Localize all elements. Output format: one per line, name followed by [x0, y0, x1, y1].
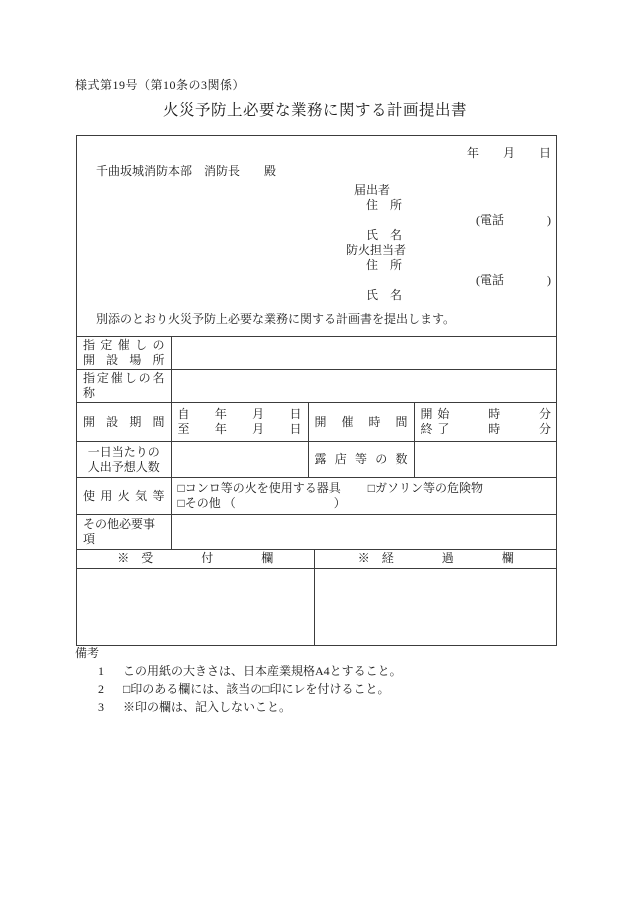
note-3-number: 3 [98, 700, 104, 714]
row-attendance [77, 442, 557, 478]
addressee-line: 千曲坂城消防本部 消防長 殿 [96, 164, 277, 178]
form-table-section [77, 336, 556, 549]
checkbox-other-close: ） [333, 496, 346, 510]
row-fire-use [77, 478, 557, 515]
fire-use-label-cell: 使用火気等 [77, 478, 171, 515]
fire-manager-name-label: 氏 名 [366, 288, 403, 302]
reception-column-header: ※ 受 付 欄 [77, 550, 314, 569]
venue-label-line2: 開設場所 [83, 353, 165, 367]
progress-column-header: ※ 経 過 欄 [314, 550, 557, 569]
attendance-label-line1: 一日当たりの [87, 444, 160, 459]
venue-value-cell [171, 337, 557, 370]
stalls-label-cell: 露店等の数 [308, 442, 414, 478]
event-name-label-cell: 指定催しの名称 [77, 370, 171, 403]
notifier-tel-close: ) [547, 213, 551, 227]
note-3-text: ※印の欄は、記入しないこと。 [123, 700, 292, 714]
form-box [76, 135, 557, 646]
checkbox-hazardous-materials: □ガソリン等の危険物 [367, 481, 483, 495]
event-time-start: 開始 時 分 [420, 407, 552, 421]
fire-manager-tel-close: ) [547, 273, 551, 287]
stalls-value-cell [414, 442, 557, 478]
event-time-label-cell: 開催時間 [308, 403, 414, 442]
attendance-label-cell [77, 442, 171, 478]
fire-manager-tel-open: (電話 [476, 273, 504, 287]
fire-use-options-line1 [178, 481, 552, 496]
event-time-end: 終了 時 分 [420, 422, 552, 436]
note-2-text: □印のある欄には、該当の□印にレを付けること。 [123, 682, 390, 696]
venue-label-line1: 指定催しの [83, 338, 165, 352]
period-to: 至 年 月 日 [177, 422, 302, 436]
notifier-name-label: 氏 名 [366, 228, 403, 242]
form-number: 様式第19号（第10条の3関係） [75, 78, 246, 92]
office-use-table [77, 550, 557, 645]
document-title: 火災予防上必要な業務に関する計画提出書 [162, 102, 467, 119]
office-use-section [77, 549, 556, 645]
progress-blank-cell [314, 569, 557, 645]
note-1-number: 1 [98, 664, 104, 678]
form-header-section [77, 136, 556, 336]
note-1-text: この用紙の大きさは、日本産業規格A4とすること。 [123, 664, 402, 678]
note-item-1 [98, 664, 557, 679]
notifier-label: 届出者 [354, 183, 391, 197]
applicant-block [77, 183, 556, 303]
notifier-tel-open: (電話 [476, 213, 504, 227]
checkbox-cooking-appliance: □コンロ等の火を使用する器具 [177, 481, 341, 495]
checkbox-other-open: □その他 （ [177, 496, 236, 510]
date-line: 年 月 日 [466, 146, 551, 160]
row-period [77, 403, 557, 442]
note-2-number: 2 [98, 682, 104, 696]
attendance-value-cell [171, 442, 308, 478]
note-item-2 [98, 682, 557, 697]
venue-label-cell [77, 337, 171, 370]
reception-blank-cell [77, 569, 314, 645]
other-items-label-cell: その他必要事項 [77, 515, 171, 549]
other-items-value-cell [171, 515, 557, 549]
row-other-items [77, 515, 557, 549]
period-label-cell: 開設期間 [77, 403, 171, 442]
submission-statement: 別添のとおり火災予防上必要な業務に関する計画書を提出します。 [96, 312, 456, 326]
event-time-value-cell [414, 403, 557, 442]
fire-manager-label: 防火担当者 [346, 243, 407, 257]
period-value-cell [171, 403, 308, 442]
fire-manager-tel-line [476, 273, 551, 288]
period-from: 自 年 月 日 [177, 407, 302, 421]
fire-manager-address-label: 住 所 [366, 258, 403, 272]
row-event-name [77, 370, 557, 403]
notifier-tel-line [476, 213, 551, 228]
event-name-value-cell [171, 370, 557, 403]
office-use-header-row [77, 550, 557, 569]
note-item-3 [98, 700, 557, 715]
fire-use-options-line2 [178, 496, 552, 511]
notes-title: 備考 [75, 646, 100, 660]
office-use-blank-row [77, 569, 557, 645]
form-table [77, 337, 557, 549]
row-venue [77, 337, 557, 370]
attendance-label-line2: 人出予想人数 [87, 459, 160, 474]
notes-section [75, 646, 557, 718]
notifier-address-label: 住 所 [366, 198, 403, 212]
fire-use-options-cell [171, 478, 557, 515]
